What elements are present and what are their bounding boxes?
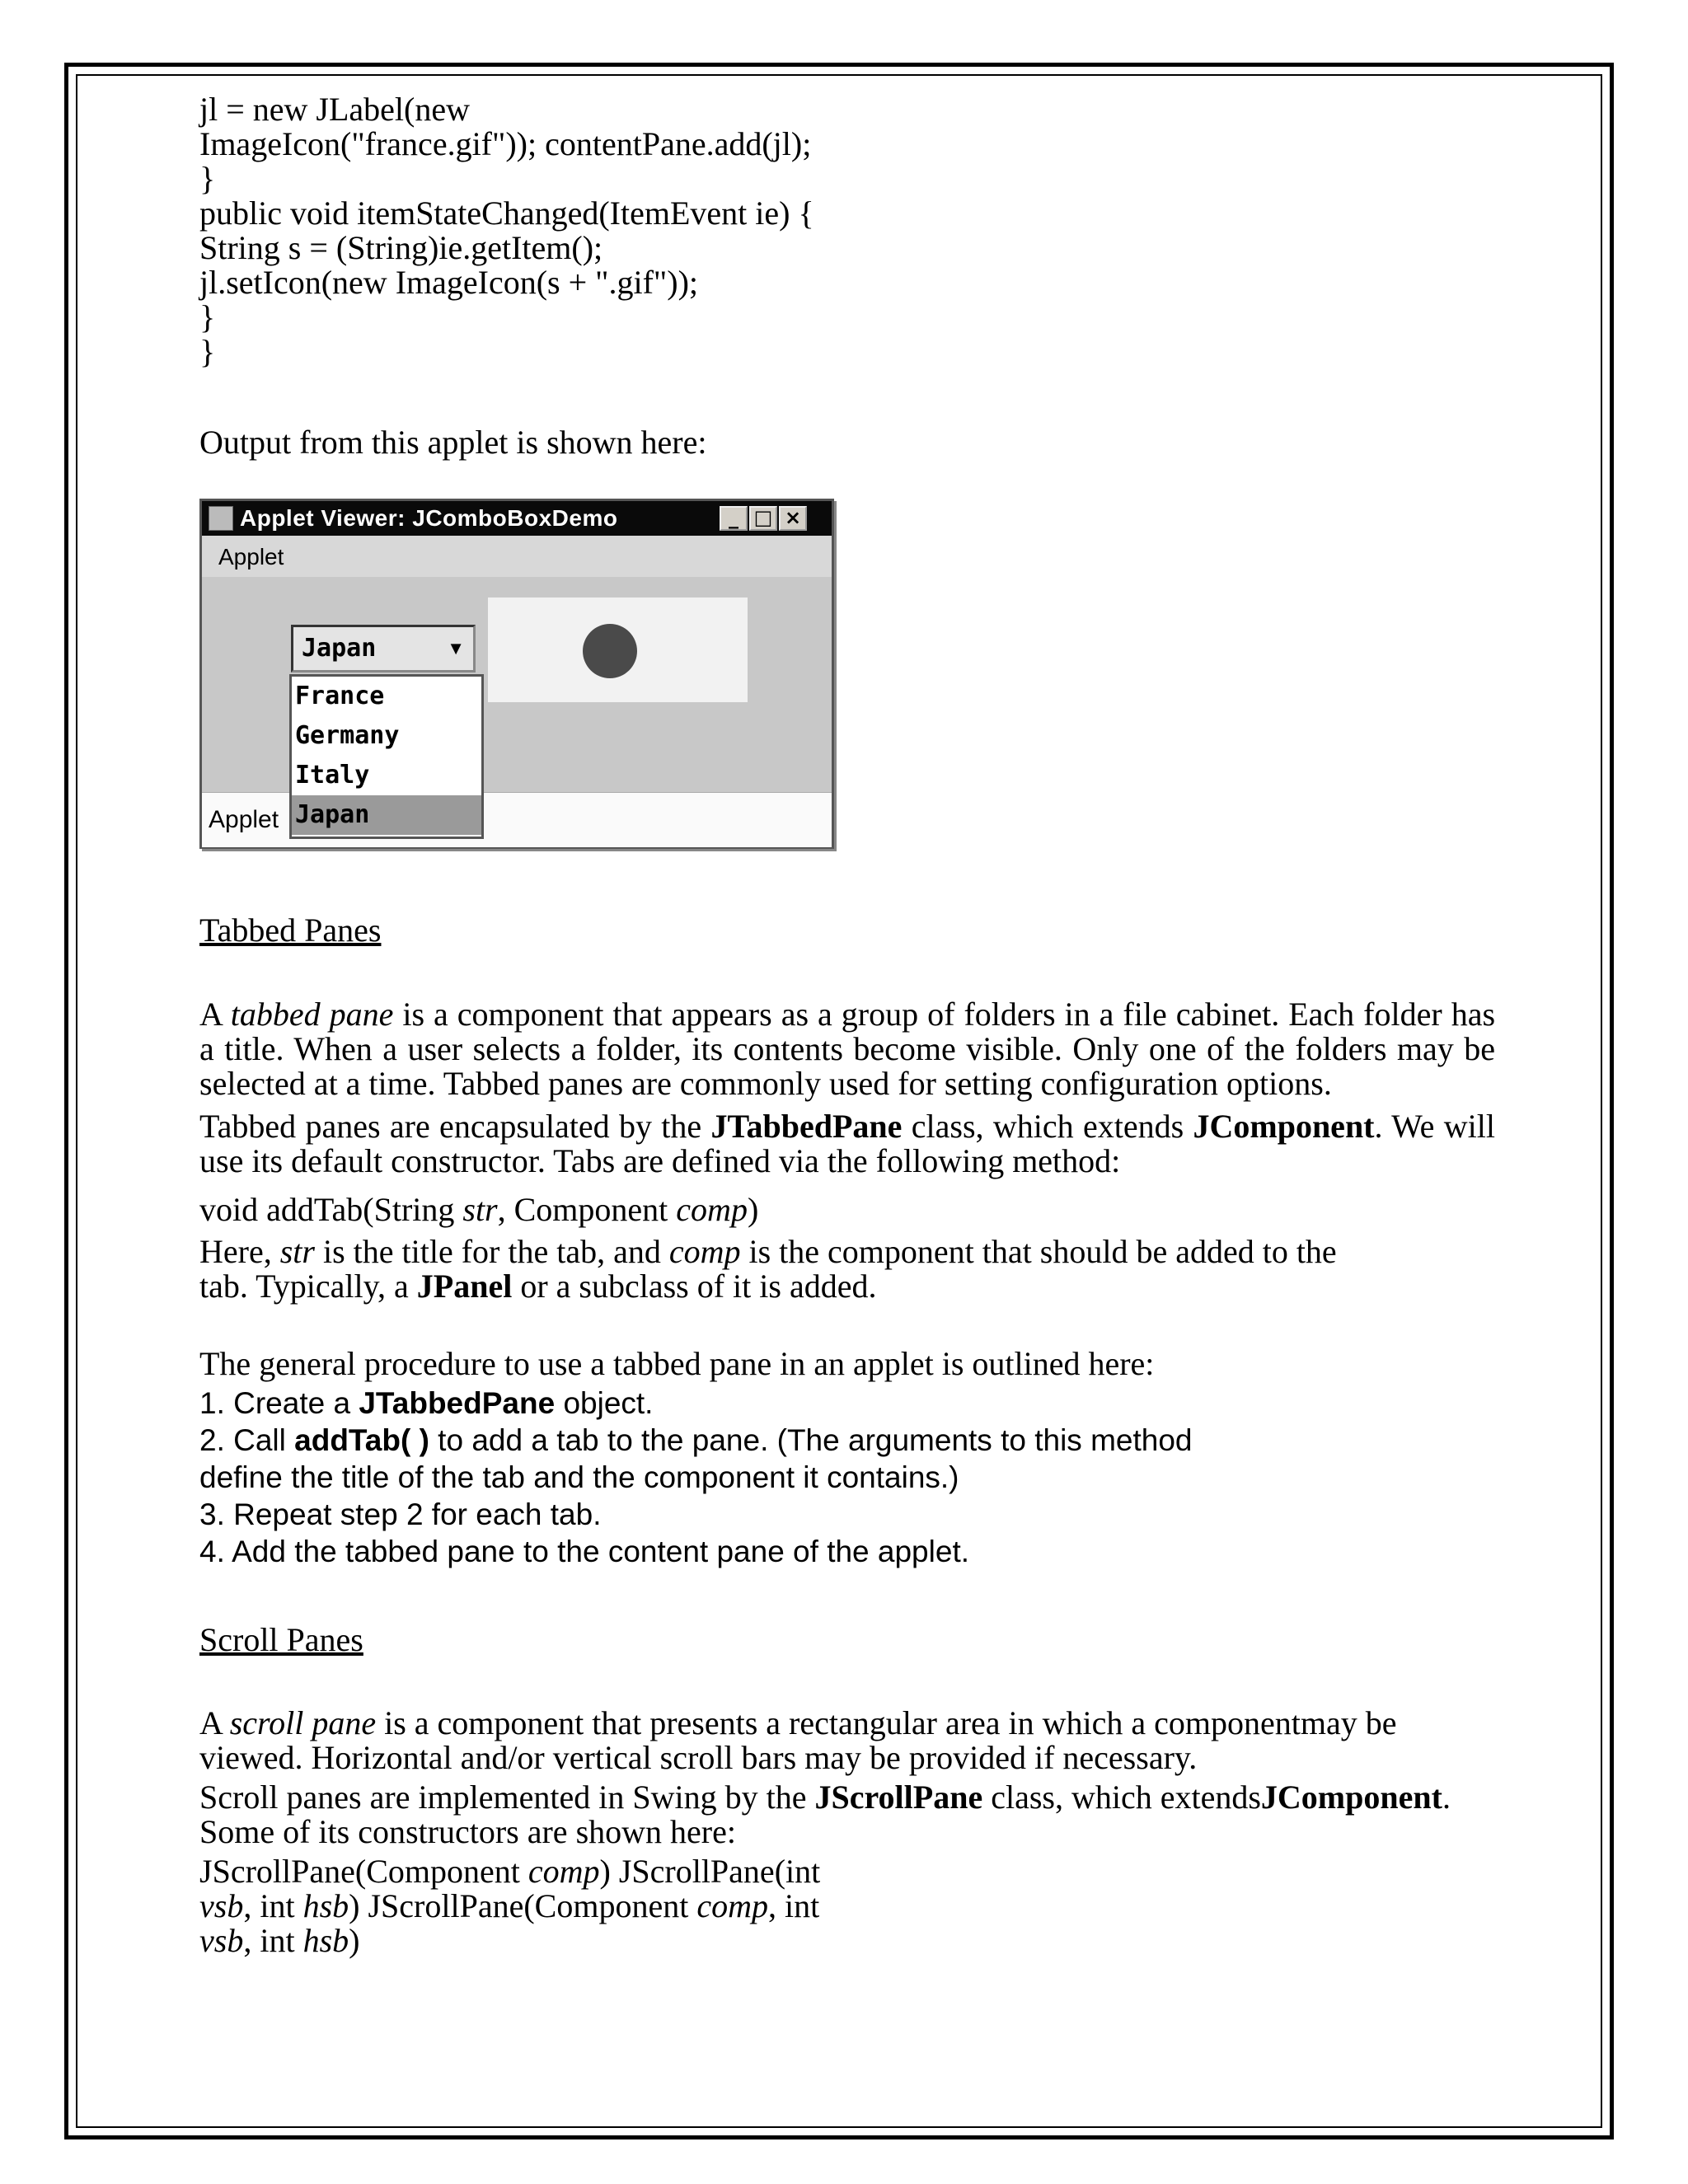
text: viewed. Horizontal and/or vertical scroll bars may be provided if necessary. — [199, 1739, 1198, 1776]
param-comp: comp — [696, 1887, 768, 1924]
text: Tabbed panes are encapsulated by the — [199, 1108, 711, 1145]
text: ) JScrollPane(int — [599, 1853, 821, 1890]
text: ) JScrollPane(Component — [349, 1887, 697, 1924]
list-item: 3. Repeat step 2 for each tab. — [199, 1497, 602, 1531]
flag-disc — [583, 624, 637, 678]
option-france[interactable]: France — [295, 682, 385, 710]
option-italy[interactable]: Italy — [295, 761, 370, 790]
class-jcomponent: JComponent — [1260, 1779, 1442, 1816]
text: class, which extends — [902, 1108, 1193, 1145]
combo-dropdown-list — [289, 674, 484, 839]
text: , int — [243, 1887, 303, 1924]
scroll-panes-heading: Scroll Panes — [199, 1621, 363, 1658]
tabbed-paragraph-2 — [199, 1109, 1495, 1179]
text: is a component that appears as a group of folders in a file cabinet. Each folder has a title. When a user selects a folder, its contents become visible. Only one of the folders may be selected at a time. Tabbed panes are commonly used for setting configuration options. — [199, 996, 1496, 1102]
code-line: } — [199, 298, 216, 335]
minimize-button[interactable]: _ — [720, 506, 748, 531]
text: define the title of the tab and the component it contains.) — [199, 1460, 959, 1494]
code-listing — [199, 92, 1502, 369]
tabbed-procedure-list — [199, 1385, 1495, 1570]
class-jtabbedpane: JTabbedPane — [710, 1108, 903, 1145]
list-item — [199, 1385, 1495, 1422]
text: , int — [767, 1887, 820, 1924]
param-comp: comp — [528, 1853, 600, 1890]
text: void addTab(String — [199, 1191, 463, 1228]
param-hsb: hsb — [302, 1922, 349, 1959]
text: class, which extends — [982, 1779, 1261, 1816]
flag-image — [488, 598, 748, 702]
param-str: str — [462, 1191, 498, 1228]
output-intro: Output from this applet is shown here: — [199, 424, 707, 461]
code-line: ImageIcon("france.gif")); contentPane.add(jl); — [199, 125, 812, 162]
combo-selected-value: Japan — [302, 634, 377, 663]
code-line: jl.setIcon(new ImageIcon(s + ".gif")); — [199, 264, 698, 301]
param-str: str — [279, 1233, 315, 1270]
tabbed-paragraph-3 — [199, 1235, 1495, 1304]
class-jcomponent: JComponent — [1193, 1108, 1375, 1145]
class-jtabbedpane: JTabbedPane — [359, 1386, 556, 1420]
text: , int — [243, 1922, 303, 1959]
param-comp: comp — [668, 1233, 741, 1270]
text: A — [199, 1704, 230, 1741]
text: , Component — [497, 1191, 677, 1228]
addtab-signature — [199, 1193, 758, 1227]
text: is a component that presents a rectangular area in which a componentmay be — [376, 1704, 1397, 1741]
text: ) — [747, 1191, 759, 1228]
text: is the component that should be added to the — [740, 1233, 1337, 1270]
text: object. — [555, 1386, 654, 1420]
scroll-paragraph-2 — [199, 1780, 1495, 1849]
java-cup-icon — [209, 506, 233, 531]
tabbed-paragraph-4: The general procedure to use a tabbed pane in an applet is outlined here: — [199, 1345, 1155, 1382]
option-japan[interactable]: Japan — [292, 795, 481, 835]
text: 2. Call — [199, 1423, 295, 1457]
class-jscrollpane: JScrollPane — [814, 1779, 983, 1816]
title-bar — [202, 501, 832, 536]
param-vsb: vsb — [199, 1922, 244, 1959]
close-button[interactable]: × — [779, 506, 807, 531]
country-combo-box[interactable] — [291, 625, 476, 673]
window-title: Applet Viewer: JComboBoxDemo — [240, 505, 618, 531]
scroll-paragraph-1 — [199, 1706, 1495, 1775]
tabbed-paragraph-1 — [199, 997, 1495, 1101]
menu-bar — [202, 536, 832, 577]
text: tab. Typically, a — [199, 1268, 417, 1305]
code-line: } — [199, 333, 216, 370]
text: . — [1442, 1779, 1451, 1816]
text: . We will use its default constructor. Tabs are defined via the following method: — [199, 1108, 1495, 1179]
status-text: Applet — [209, 806, 279, 833]
text: 1. Create a — [199, 1386, 359, 1420]
code-line: jl = new JLabel(new — [199, 91, 471, 128]
method-addtab: addTab( ) — [294, 1423, 429, 1457]
code-line: public void itemStateChanged(ItemEvent ie) { — [199, 194, 814, 232]
code-line: } — [199, 160, 216, 197]
menu-applet[interactable]: Applet — [218, 544, 284, 569]
text: JScrollPane(Component — [199, 1853, 528, 1890]
param-vsb: vsb — [199, 1887, 244, 1924]
text: Here, — [199, 1233, 280, 1270]
text: Scroll panes are implemented in Swing by the — [199, 1779, 815, 1816]
text: ) — [349, 1922, 360, 1959]
term-tabbed-pane: tabbed pane — [230, 996, 394, 1033]
text: to add a tab to the pane. (The arguments to this method — [429, 1423, 1193, 1457]
tabbed-panes-heading: Tabbed Panes — [199, 912, 382, 949]
class-jpanel: JPanel — [416, 1268, 513, 1305]
param-hsb: hsb — [302, 1887, 349, 1924]
term-scroll-pane: scroll pane — [229, 1704, 377, 1741]
text: Some of its constructors are shown here: — [199, 1813, 736, 1850]
option-germany[interactable]: Germany — [295, 721, 400, 750]
scroll-constructors — [199, 1854, 1495, 1958]
code-line: String s = (String)ie.getItem(); — [199, 229, 603, 266]
text: is the title for the tab, and — [314, 1233, 669, 1270]
maximize-button[interactable]: □ — [749, 506, 777, 531]
param-comp: comp — [676, 1191, 748, 1228]
chevron-down-icon[interactable]: ▼ — [447, 638, 465, 658]
list-item — [199, 1422, 1495, 1496]
list-item: 4. Add the tabbed pane to the content pane of the applet. — [199, 1535, 969, 1568]
text: A — [199, 996, 231, 1033]
text: or a subclass of it is added. — [512, 1268, 877, 1305]
applet-window — [199, 499, 834, 849]
